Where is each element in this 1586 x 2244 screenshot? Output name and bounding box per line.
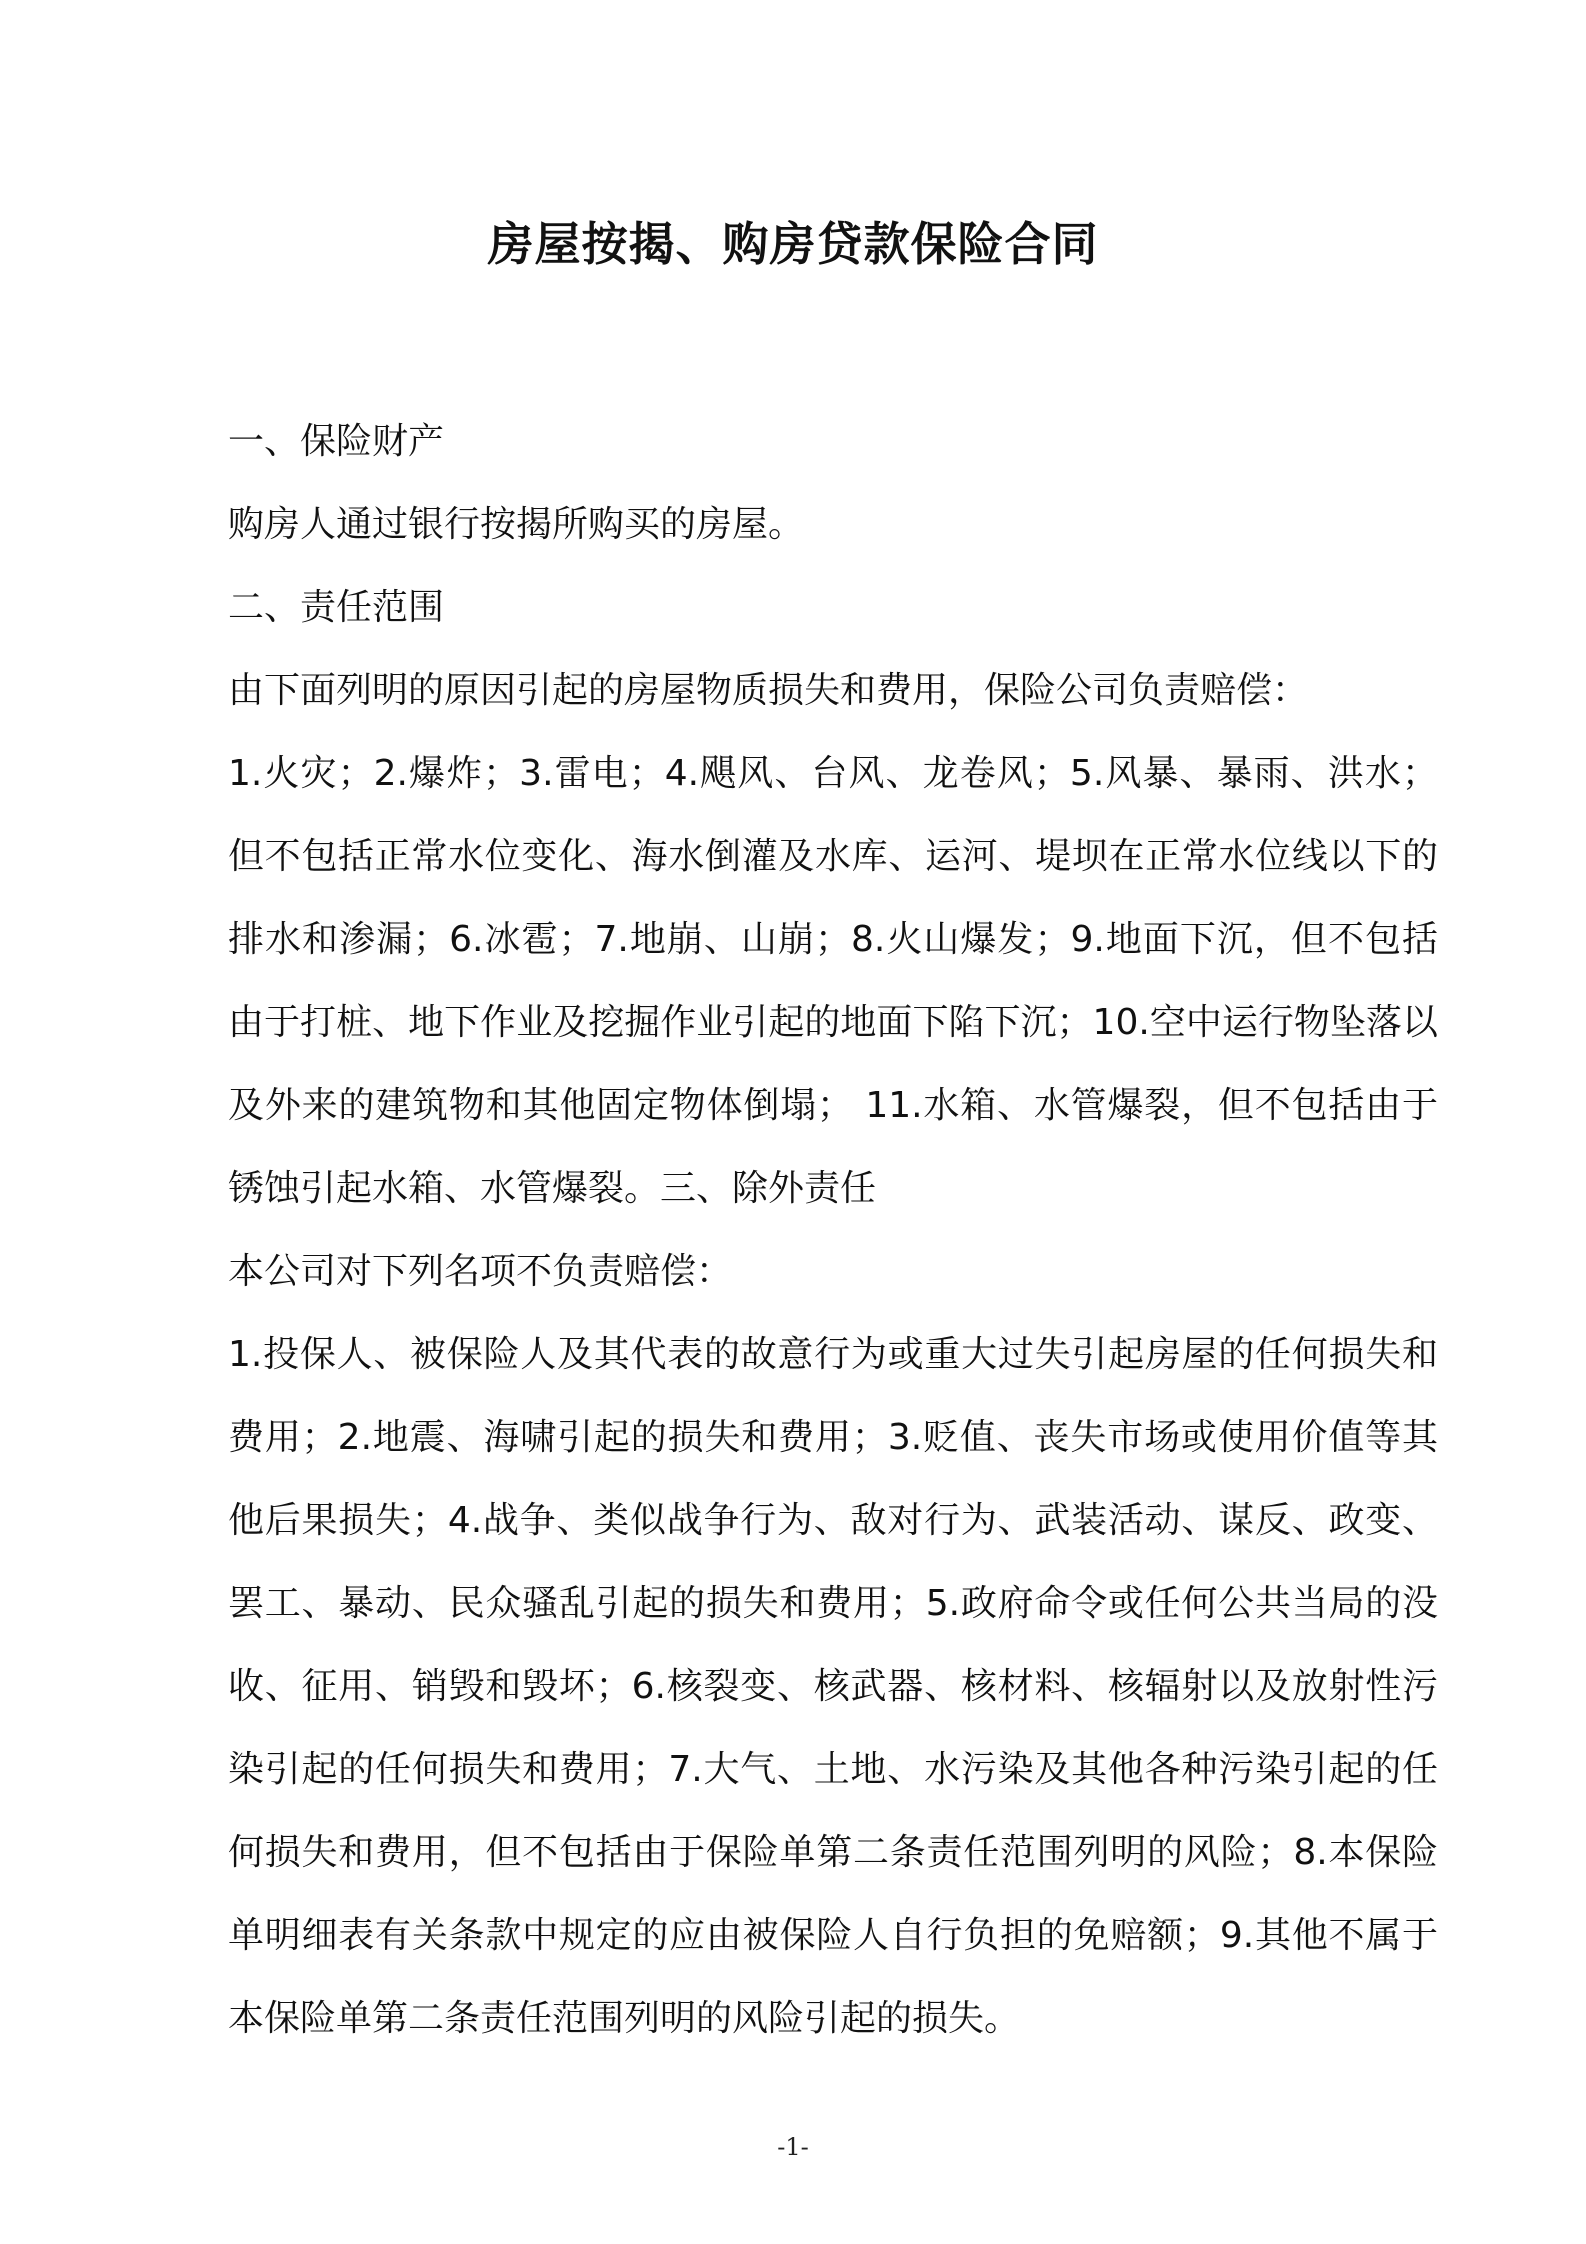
document-title: 房屋按揭、购房贷款保险合同 — [487, 217, 1099, 271]
page-number: -1- — [777, 2133, 809, 2161]
section-intro-exclusions: 本公司对下列名项不负责赔偿： — [228, 1251, 733, 1292]
section-body-insured-property: 购房人通过银行按揭所购买的房屋。 — [228, 504, 805, 545]
section-heading-insured-property: 一、保险财产 — [228, 421, 445, 462]
section-heading-liability-scope: 二、责任范围 — [228, 587, 445, 628]
document-body — [228, 400, 1438, 2060]
section-intro-liability-scope: 由下面列明的原因引起的房屋物质损失和费用，保险公司负责赔偿： — [228, 670, 1309, 711]
section-items-exclusions: 1.投保人、被保险人及其代表的故意行为或重大过失引起房屋的任何损失和费用；2.地震、海啸引起的损失和费用；3.贬值、丧失市场或使用价值等其他后果损失；4.战争、类似战争行为、敌对行为、武装活动、谋反、政变、罢工、暴动、民众骚乱引起的损失和费用；5.政府命令或任何公共当局的没收、征用、销毁和毁坏；6.核裂变、核武器、核材料、核辐射以及放射性污染引起的任何损失和费用；7.大气、土地、水污染及其他各种污染引起的任何损失和费用，但不包括由于保险单第二条责任范围列明的风险；8.本保险单明细表有关条款中规定的应由被保险人自行负担的免赔额；9.其他不属于本保险单第二条责任范围列明的风险引起的损失。 — [228, 1334, 1438, 2039]
section-items-liability-scope: 1.火灾；2.爆炸；3.雷电；4.飓风、台风、龙卷风；5.风暴、暴雨、洪水；但不包括正常水位变化、海水倒灌及水库、运河、堤坝在正常水位线以下的排水和渗漏；6.冰雹；7.地崩、山崩；8.火山爆发；9.地面下沉，但不包括由于打桩、地下作业及挖掘作业引起的地面下陷下沉；10.空中运行物坠落以及外来的建筑物和其他固定物体倒塌； 11.水箱、水管爆裂，但不包括由于锈蚀引起水箱、水管爆裂。三、除外责任 — [228, 753, 1438, 1209]
